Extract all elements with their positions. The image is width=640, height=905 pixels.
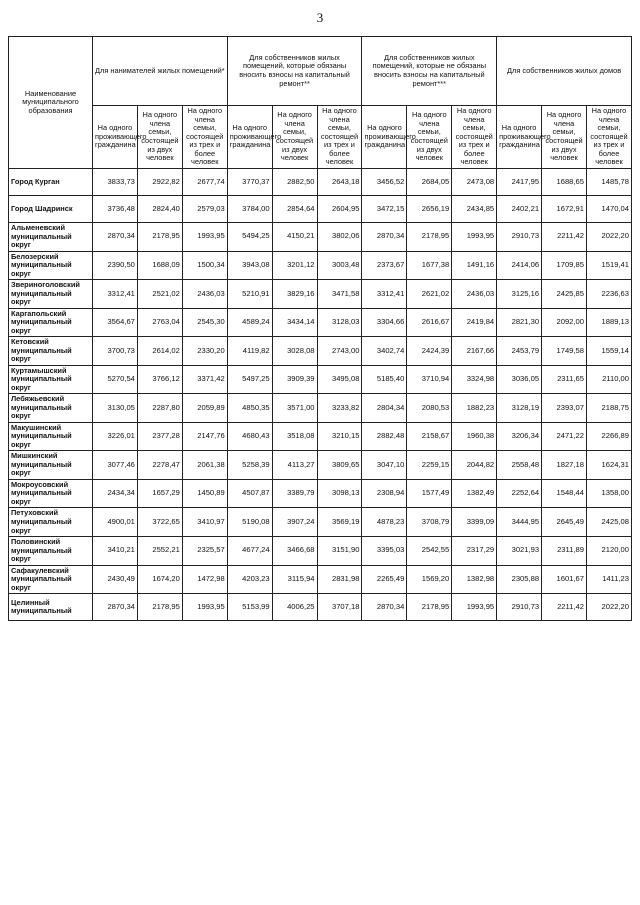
table-cell-value: 2311,65 <box>542 365 587 394</box>
table-row <box>9 365 632 394</box>
table-cell-value: 2022,20 <box>586 223 631 252</box>
table-row <box>9 308 632 337</box>
table-cell-value: 1993,95 <box>452 594 497 621</box>
table-cell-value: 3710,94 <box>407 365 452 394</box>
subheader-single: На одного проживающего гражданина <box>227 106 272 169</box>
municipality-name: Макушинский муниципальный округ <box>9 422 93 451</box>
table-cell-value: 5190,08 <box>227 508 272 537</box>
table-cell-value: 1485,78 <box>586 169 631 196</box>
subheader-three-plus: На одного члена семьи, состоящей из трех и более человек <box>452 106 497 169</box>
table-cell-value: 1569,20 <box>407 565 452 594</box>
table-cell-value: 2120,00 <box>586 537 631 566</box>
table-cell-value: 2059,89 <box>182 394 227 423</box>
subheader-single: На одного проживающего гражданина <box>497 106 542 169</box>
table-cell-value: 2910,73 <box>497 594 542 621</box>
table-cell-value: 2684,05 <box>407 169 452 196</box>
table-cell-value: 3201,12 <box>272 251 317 280</box>
table-cell-value: 2373,67 <box>362 251 407 280</box>
table-cell-value: 4850,35 <box>227 394 272 423</box>
table-cell-value: 2377,28 <box>137 422 182 451</box>
table-cell-value: 3210,15 <box>317 422 362 451</box>
subheader-single: На одного проживающего гражданина <box>93 106 138 169</box>
table-cell-value: 3444,95 <box>497 508 542 537</box>
table-cell-value: 2287,80 <box>137 394 182 423</box>
table-cell-value: 1470,04 <box>586 196 631 223</box>
table-cell-value: 3125,16 <box>497 280 542 309</box>
table-cell-value: 1993,95 <box>182 223 227 252</box>
table-cell-value: 3518,08 <box>272 422 317 451</box>
table-cell-value: 3036,05 <box>497 365 542 394</box>
table-cell-value: 3115,94 <box>272 565 317 594</box>
table-cell-value: 2178,95 <box>407 594 452 621</box>
table-cell-value: 3802,06 <box>317 223 362 252</box>
table-cell-value: 2330,20 <box>182 337 227 366</box>
table-cell-value: 3098,13 <box>317 479 362 508</box>
table-cell-value: 2645,49 <box>542 508 587 537</box>
table-cell-value: 5258,39 <box>227 451 272 480</box>
table-cell-value: 2471,22 <box>542 422 587 451</box>
table-cell-value: 3456,52 <box>362 169 407 196</box>
table-cell-value: 1674,20 <box>137 565 182 594</box>
table-cell-value: 2080,53 <box>407 394 452 423</box>
table-cell-value: 1519,41 <box>586 251 631 280</box>
table-cell-value: 2430,49 <box>93 565 138 594</box>
table-cell-value: 2022,20 <box>586 594 631 621</box>
municipality-name: Сафакулевский муниципальный округ <box>9 565 93 594</box>
table-row <box>9 451 632 480</box>
table-cell-value: 2870,34 <box>93 594 138 621</box>
table-row <box>9 196 632 223</box>
table-cell-value: 3206,34 <box>497 422 542 451</box>
table-cell-value: 4119,82 <box>227 337 272 366</box>
table-cell-value: 2308,94 <box>362 479 407 508</box>
table-cell-value: 4203,23 <box>227 565 272 594</box>
table-cell-value: 2453,79 <box>497 337 542 366</box>
table-cell-value: 1657,29 <box>137 479 182 508</box>
table-cell-value: 4507,87 <box>227 479 272 508</box>
table-cell-value: 1450,89 <box>182 479 227 508</box>
table-cell-value: 3495,08 <box>317 365 362 394</box>
table-cell-value: 1624,31 <box>586 451 631 480</box>
table-cell-value: 2236,63 <box>586 280 631 309</box>
table-cell-value: 2417,95 <box>497 169 542 196</box>
table-cell-value: 2259,15 <box>407 451 452 480</box>
subheader-two: На одного члена семьи, состоящей из двух человек <box>407 106 452 169</box>
table-cell-value: 2419,84 <box>452 308 497 337</box>
municipality-name: Петуховский муниципальный округ <box>9 508 93 537</box>
table-row <box>9 537 632 566</box>
table-cell-value: 1548,44 <box>542 479 587 508</box>
table-cell-value: 2317,29 <box>452 537 497 566</box>
table-cell-value: 4680,43 <box>227 422 272 451</box>
table-cell-value: 2311,89 <box>542 537 587 566</box>
table-cell-value: 3402,74 <box>362 337 407 366</box>
table-cell-value: 1960,38 <box>452 422 497 451</box>
municipality-name: Город Шадринск <box>9 196 93 223</box>
table-cell-value: 3021,93 <box>497 537 542 566</box>
table-cell-value: 2044,82 <box>452 451 497 480</box>
table-cell-value: 3389,79 <box>272 479 317 508</box>
table-cell-value: 4589,24 <box>227 308 272 337</box>
table-row <box>9 594 632 621</box>
table-cell-value: 1577,49 <box>407 479 452 508</box>
municipality-name: Звериноголовский муниципальный округ <box>9 280 93 309</box>
table-cell-value: 2616,67 <box>407 308 452 337</box>
table-cell-value: 3736,48 <box>93 196 138 223</box>
table-cell-value: 2110,00 <box>586 365 631 394</box>
table-cell-value: 3304,66 <box>362 308 407 337</box>
table-container <box>8 36 632 621</box>
table-cell-value: 2167,66 <box>452 337 497 366</box>
subheader-two: На одного члена семьи, состоящей из двух человек <box>137 106 182 169</box>
subheader-three-plus: На одного члена семьи, состоящей из трех и более человек <box>586 106 631 169</box>
subheader-two: На одного члена семьи, состоящей из двух человек <box>272 106 317 169</box>
table-cell-value: 4006,25 <box>272 594 317 621</box>
table-cell-value: 2393,07 <box>542 394 587 423</box>
municipality-name: Половинский муниципальный округ <box>9 537 93 566</box>
table-cell-value: 2677,74 <box>182 169 227 196</box>
table-cell-value: 1688,09 <box>137 251 182 280</box>
table-cell-value: 2178,95 <box>137 223 182 252</box>
table-cell-value: 3233,82 <box>317 394 362 423</box>
table-row <box>9 422 632 451</box>
table-cell-value: 2211,42 <box>542 594 587 621</box>
subheader-single: На одного проживающего гражданина <box>362 106 407 169</box>
table-cell-value: 2252,64 <box>497 479 542 508</box>
table-cell-value: 3571,00 <box>272 394 317 423</box>
table-cell-value: 2656,19 <box>407 196 452 223</box>
table-cell-value: 2473,08 <box>452 169 497 196</box>
municipality-name: Альменевский муниципальный округ <box>9 223 93 252</box>
table-cell-value: 2910,73 <box>497 223 542 252</box>
table-cell-value: 4150,21 <box>272 223 317 252</box>
table-cell-value: 4113,27 <box>272 451 317 480</box>
table-cell-value: 3564,67 <box>93 308 138 337</box>
table-cell-value: 1382,98 <box>452 565 497 594</box>
table-cell-value: 2870,34 <box>362 223 407 252</box>
table-cell-value: 1993,95 <box>182 594 227 621</box>
table-cell-value: 2325,57 <box>182 537 227 566</box>
subheader-three-plus: На одного члена семьи, состоящей из трех и более человек <box>317 106 362 169</box>
table-cell-value: 3312,41 <box>362 280 407 309</box>
page-number: 3 <box>316 10 324 25</box>
table-cell-value: 1358,00 <box>586 479 631 508</box>
table-cell-value: 3151,90 <box>317 537 362 566</box>
table-cell-value: 2922,82 <box>137 169 182 196</box>
table-cell-value: 1601,67 <box>542 565 587 594</box>
table-cell-value: 3907,24 <box>272 508 317 537</box>
table-cell-value: 1491,16 <box>452 251 497 280</box>
table-cell-value: 2424,39 <box>407 337 452 366</box>
table-cell-value: 5494,25 <box>227 223 272 252</box>
group-header-owners-contrib: Для собственников жилых помещений, которые обязаны вносить взносы на капитальный ремонт** <box>227 37 362 106</box>
table-cell-value: 1411,23 <box>586 565 631 594</box>
table-cell-value: 4878,23 <box>362 508 407 537</box>
municipality-name: Каргапольский муниципальный округ <box>9 308 93 337</box>
table-cell-value: 2831,98 <box>317 565 362 594</box>
table-cell-value: 2821,30 <box>497 308 542 337</box>
table-cell-value: 5497,25 <box>227 365 272 394</box>
table-cell-value: 2092,00 <box>542 308 587 337</box>
table-cell-value: 2552,21 <box>137 537 182 566</box>
data-table <box>8 36 632 621</box>
table-cell-value: 3128,03 <box>317 308 362 337</box>
table-cell-value: 3722,65 <box>137 508 182 537</box>
table-cell-value: 2545,30 <box>182 308 227 337</box>
table-cell-value: 4900,01 <box>93 508 138 537</box>
table-cell-value: 2763,04 <box>137 308 182 337</box>
table-cell-value: 1827,18 <box>542 451 587 480</box>
table-cell-value: 2614,02 <box>137 337 182 366</box>
table-cell-value: 3472,15 <box>362 196 407 223</box>
table-cell-value: 2266,89 <box>586 422 631 451</box>
table-cell-value: 3766,12 <box>137 365 182 394</box>
municipality-name: Лебяжьевский муниципальный округ <box>9 394 93 423</box>
table-cell-value: 3943,08 <box>227 251 272 280</box>
table-cell-value: 2558,48 <box>497 451 542 480</box>
table-row <box>9 223 632 252</box>
table-cell-value: 2804,34 <box>362 394 407 423</box>
table-cell-value: 3003,48 <box>317 251 362 280</box>
table-row <box>9 479 632 508</box>
table-cell-value: 2425,08 <box>586 508 631 537</box>
table-cell-value: 3077,46 <box>93 451 138 480</box>
table-cell-value: 2265,49 <box>362 565 407 594</box>
subheader-two: На одного члена семьи, состоящей из двух человек <box>542 106 587 169</box>
table-cell-value: 2542,55 <box>407 537 452 566</box>
table-cell-value: 3471,58 <box>317 280 362 309</box>
municipality-name: Мокроусовский муниципальный округ <box>9 479 93 508</box>
table-cell-value: 3410,21 <box>93 537 138 566</box>
table-cell-value: 2621,02 <box>407 280 452 309</box>
table-cell-value: 1709,85 <box>542 251 587 280</box>
table-cell-value: 3809,65 <box>317 451 362 480</box>
table-row <box>9 565 632 594</box>
table-cell-value: 3700,73 <box>93 337 138 366</box>
table-row <box>9 280 632 309</box>
table-cell-value: 1889,13 <box>586 308 631 337</box>
table-cell-value: 2278,47 <box>137 451 182 480</box>
table-cell-value: 3410,97 <box>182 508 227 537</box>
table-cell-value: 3708,79 <box>407 508 452 537</box>
table-cell-value: 2158,67 <box>407 422 452 451</box>
table-cell-value: 5210,91 <box>227 280 272 309</box>
table-cell-value: 1993,95 <box>452 223 497 252</box>
table-cell-value: 2211,42 <box>542 223 587 252</box>
table-cell-value: 3434,14 <box>272 308 317 337</box>
table-cell-value: 3833,73 <box>93 169 138 196</box>
table-cell-value: 3226,01 <box>93 422 138 451</box>
table-cell-value: 5185,40 <box>362 365 407 394</box>
table-cell-value: 2188,75 <box>586 394 631 423</box>
table-cell-value: 5153,99 <box>227 594 272 621</box>
table-cell-value: 3784,00 <box>227 196 272 223</box>
table-cell-value: 2743,00 <box>317 337 362 366</box>
table-cell-value: 2824,40 <box>137 196 182 223</box>
table-cell-value: 2870,34 <box>93 223 138 252</box>
table-cell-value: 3324,98 <box>452 365 497 394</box>
table-cell-value: 1500,34 <box>182 251 227 280</box>
table-cell-value: 3770,37 <box>227 169 272 196</box>
municipality-name: Целинный муниципальный <box>9 594 93 621</box>
table-cell-value: 2436,03 <box>182 280 227 309</box>
table-cell-value: 3028,08 <box>272 337 317 366</box>
header-row-groups <box>9 37 632 106</box>
table-cell-value: 1559,14 <box>586 337 631 366</box>
table-cell-value: 2305,88 <box>497 565 542 594</box>
table-cell-value: 3395,03 <box>362 537 407 566</box>
table-cell-value: 3466,68 <box>272 537 317 566</box>
table-cell-value: 2147,76 <box>182 422 227 451</box>
table-cell-value: 4677,24 <box>227 537 272 566</box>
table-cell-value: 1672,91 <box>542 196 587 223</box>
table-row <box>9 394 632 423</box>
table-cell-value: 1382,49 <box>452 479 497 508</box>
table-cell-value: 3130,05 <box>93 394 138 423</box>
table-cell-value: 2643,18 <box>317 169 362 196</box>
table-cell-value: 2178,95 <box>137 594 182 621</box>
table-cell-value: 2434,34 <box>93 479 138 508</box>
municipality-name: Мишкинский муниципальный округ <box>9 451 93 480</box>
header-row-sub <box>9 106 632 169</box>
municipality-name: Город Курган <box>9 169 93 196</box>
group-header-owners-no-contrib: Для собственников жилых помещений, которые не обязаны вносить взносы на капитальный ремонт*** <box>362 37 497 106</box>
table-cell-value: 1882,23 <box>452 394 497 423</box>
table-cell-value: 3909,39 <box>272 365 317 394</box>
table-cell-value: 3371,42 <box>182 365 227 394</box>
municipality-name: Белозерский муниципальный округ <box>9 251 93 280</box>
table-cell-value: 2436,03 <box>452 280 497 309</box>
table-cell-value: 2402,21 <box>497 196 542 223</box>
table-cell-value: 2882,50 <box>272 169 317 196</box>
table-cell-value: 2434,85 <box>452 196 497 223</box>
table-cell-value: 1677,38 <box>407 251 452 280</box>
table-cell-value: 2178,95 <box>407 223 452 252</box>
table-cell-value: 3829,16 <box>272 280 317 309</box>
table-cell-value: 2854,64 <box>272 196 317 223</box>
municipality-name: Куртамышский муниципальный округ <box>9 365 93 394</box>
table-cell-value: 2579,03 <box>182 196 227 223</box>
table-cell-value: 2604,95 <box>317 196 362 223</box>
table-cell-value: 2521,02 <box>137 280 182 309</box>
subheader-three-plus: На одного члена семьи, состоящей из трех и более человек <box>182 106 227 169</box>
table-body <box>9 169 632 621</box>
group-header-tenants: Для нанимателей жилых помещений* <box>93 37 228 106</box>
table-cell-value: 2882,48 <box>362 422 407 451</box>
table-row <box>9 169 632 196</box>
table-cell-value: 3128,19 <box>497 394 542 423</box>
table-cell-value: 2061,38 <box>182 451 227 480</box>
table-row <box>9 251 632 280</box>
table-row <box>9 337 632 366</box>
table-cell-value: 1472,98 <box>182 565 227 594</box>
table-cell-value: 5270,54 <box>93 365 138 394</box>
table-row <box>9 508 632 537</box>
table-cell-value: 3707,18 <box>317 594 362 621</box>
table-cell-value: 2870,34 <box>362 594 407 621</box>
table-cell-value: 3047,10 <box>362 451 407 480</box>
table-cell-value: 3399,09 <box>452 508 497 537</box>
table-cell-value: 1688,65 <box>542 169 587 196</box>
table-cell-value: 2425,85 <box>542 280 587 309</box>
corner-header: Наименование муниципального образования <box>9 37 93 169</box>
group-header-house-owners: Для собственников жилых домов <box>497 37 632 106</box>
table-cell-value: 3569,19 <box>317 508 362 537</box>
municipality-name: Кетовский муниципальный округ <box>9 337 93 366</box>
table-cell-value: 2414,06 <box>497 251 542 280</box>
table-cell-value: 1749,58 <box>542 337 587 366</box>
table-cell-value: 2390,50 <box>93 251 138 280</box>
table-cell-value: 3312,41 <box>93 280 138 309</box>
